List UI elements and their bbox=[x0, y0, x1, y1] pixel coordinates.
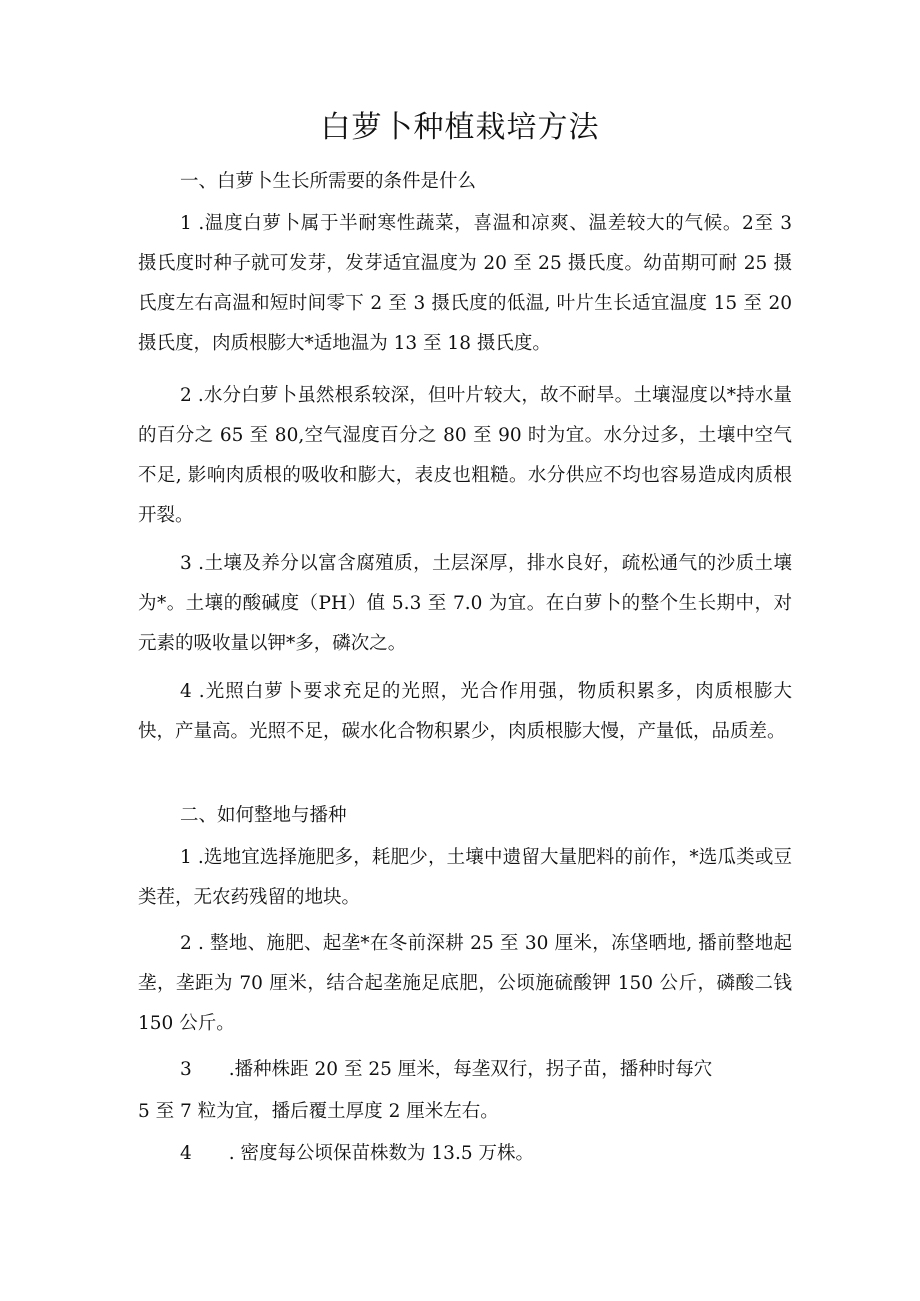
paragraph-density: 4 . 密度每公顷保苗株数为 13.5 万株。 bbox=[180, 1143, 534, 1164]
paragraph-sowing-line1: 3 .播种株距 20 至 25 厘米，每垄双行，拐子苗，播种时每穴 bbox=[180, 1059, 713, 1080]
section-heading-conditions: 一、白萝卜生长所需要的条件是什么 bbox=[180, 171, 477, 192]
paragraph-temperature: 1 .温度白萝卜属于半耐寒性蔬菜，喜温和凉爽、温差较大的气候。2至 3 摄氏度时种子就可发芽，发芽适宜温度为 20 至 25 摄氏度。幼苗期可耐 25 摄氏度左右高温和短时间零下 2 至 3 摄氏度的低温, 叶片生长适宜温度 15 至 20 摄氏度，肉质根膨大*适地温为 13 至 18 摄氏度。 bbox=[138, 213, 792, 354]
section-heading-land-sowing: 二、如何整地与播种 bbox=[180, 805, 347, 826]
paragraph-water: 2 .水分白萝卜虽然根系较深，但叶片较大，故不耐旱。土壤湿度以*持水量的百分之 65 至 80,空气湿度百分之 80 至 90 时为宜。水分过多，土壤中空气不足, 影响肉质根的吸收和膨大，表皮也粗糙。水分供应不均也容易造成肉质根开裂。 bbox=[138, 385, 792, 526]
paragraph-land-prep: 2 . 整地、施肥、起垄*在冬前深耕 25 至 30 厘米，冻垡晒地, 播前整地起垄，垄距为 70 厘米，结合起垄施足底肥，公顷施硫酸钾 150 公斤，磷酸二钱 150 公斤。 bbox=[138, 933, 792, 1034]
paragraph-sowing-line2: 5 至 7 粒为宜，播后覆土厚度 2 厘米左右。 bbox=[138, 1101, 499, 1122]
paragraph-soil-nutrients: 3 .土壤及养分以富含腐殖质，土层深厚，排水良好，疏松通气的沙质土壤为*。土壤的酸碱度（PH）值 5.3 至 7.0 为宜。在白萝卜的整个生长期中，对元素的吸收量以钾*多，磷次之。 bbox=[138, 553, 792, 654]
paragraph-light: 4 .光照白萝卜要求充足的光照，光合作用强，物质积累多，肉质根膨大快，产量高。光照不足，碳水化合物积累少，肉质根膨大慢，产量低，品质差。 bbox=[138, 681, 792, 742]
paragraph-site-selection: 1 .选地宜选择施肥多，耗肥少，土壤中遗留大量肥料的前作，*选瓜类或豆类茬，无农药残留的地块。 bbox=[138, 847, 792, 908]
document-title: 白萝卜种植栽培方法 bbox=[320, 110, 600, 145]
